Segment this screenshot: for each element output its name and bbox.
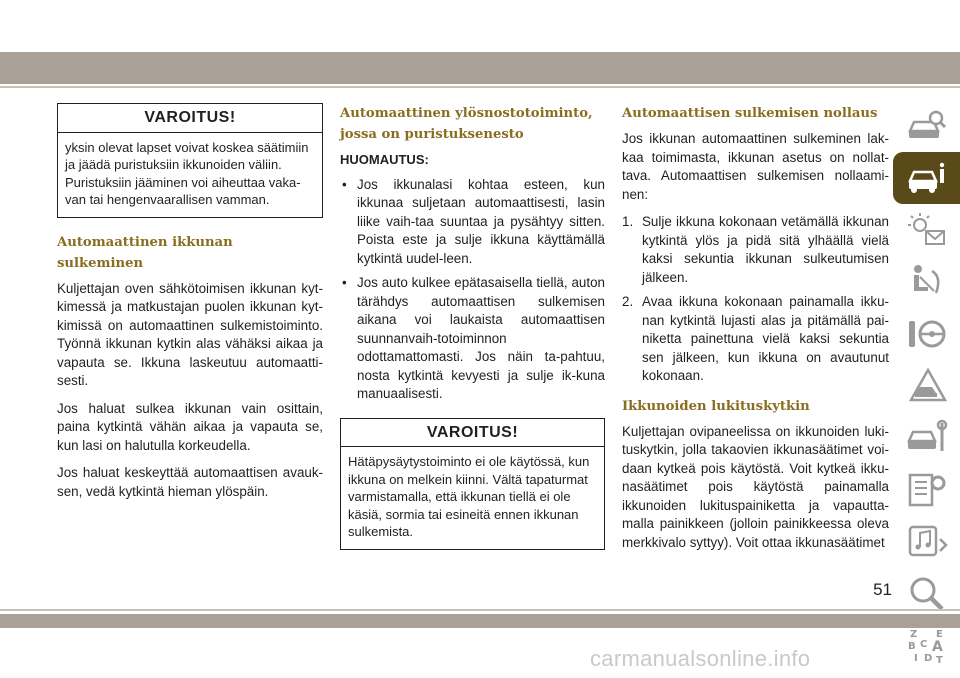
warning-text: yksin olevat lapset voivat koskea säätimiin ja jäädä puristuksiin ikkunoiden väliin. Puristuksiin jääminen voi aiheuttaa vaka-van tai hengenvaarallisen vamman. [65, 139, 309, 208]
column-left [57, 103, 323, 510]
paragraph: Jos haluat sulkea ikkunan vain osittain, paina kytkintä vähän aikaa ja vapauta se, kun lasi on halutulla korkeudella. [57, 400, 323, 453]
car-info-icon [906, 159, 948, 197]
tab-steering-wheel[interactable] [893, 308, 960, 360]
section-heading: Ikkunoiden lukituskytkin [622, 398, 810, 414]
index-letters-icon [906, 627, 948, 665]
tab-hazard[interactable] [893, 360, 960, 412]
tab-car-tools[interactable] [893, 412, 960, 464]
step-number: 2. [622, 294, 634, 309]
list-item-text: Jos auto kulkee epätasaisella tiellä, auton tärähdys automaattisen sulkemisen aikana voi laukaista automaattisen suunnanvaih-totoiminnon odottamattomasti. Jos näin ta-pahtuu, nosta kytkintä kevyesti ja sulje ik-kuna manuaalisesti. [357, 275, 605, 401]
car-tools-icon [906, 419, 948, 457]
tab-search[interactable] [893, 568, 960, 620]
index-letter: Z [909, 629, 917, 640]
steps-list [622, 213, 889, 386]
paragraph: Kuljettajan oven sähkötoimisen ikkunan kyt-kimessä ja matkustajan puolen ikkunan kyt-kimissä on automaattinen sulkemistoiminto. Työnnä ikkunan kytkin alas vähäksi aikaa ja vapauta se. Ikkuna laskeutuu automaatti-sesti. [57, 280, 323, 389]
list-item [622, 293, 889, 386]
header-band [0, 52, 960, 84]
car-search-icon [906, 107, 948, 145]
chapter-tabs [893, 100, 960, 672]
list-item [340, 274, 605, 404]
note-label: HUOMAUTUS: [340, 152, 429, 167]
index-letter: C [919, 639, 927, 650]
section-heading: Automaattinen ikkunan sulkeminen [57, 234, 233, 271]
seat-airbag-icon [906, 263, 948, 301]
warning-text: Hätäpysäytystoiminto ei ole käytössä, kun ikkuna on melkein kiinni. Vältä tapaturmat varmistamalla, että ikkunan tiellä ei ole käsiä, sormia tai esineitä ennen ikkunan sulkemista. [348, 454, 590, 540]
footer-rule [0, 609, 960, 611]
paragraph: Kuljettajan ovipaneelissa on ikkunoiden luki-tuskytkin, jolla takaovien ikkunasäätimet voi-daan kytkeä pois käytöstä. Voit kytkeä ikku-nasäätimet pois käytöstä painamalla ikkunoiden lukituspainiketta ja vapautta-malla painikkeen (jolloin painikkeessa oleva merkkivalo syttyy). Voit ottaa ikkunasäätimet [622, 423, 889, 550]
column-right [622, 103, 889, 561]
list-item-text: Jos ikkunalasi kohtaa esteen, kun ikkunaa suljetaan automaattisesti, lasin liike vaih-taa suuntaa ja pysähtyy sitten. Poista este ja sulje ikkuna käyttämällä kytkintä uudel-leen. [357, 176, 605, 266]
tab-car-info[interactable] [893, 152, 960, 204]
index-letter: E [935, 629, 943, 640]
tab-warning-lights[interactable] [893, 204, 960, 256]
section-heading: Automaattinen ylösnostotoiminto, jossa on puristuksenesto [340, 106, 593, 142]
bullet-mark: • [342, 275, 347, 290]
warning-title: VAROITUS! [341, 419, 604, 448]
checklist-gear-icon [906, 471, 948, 509]
index-letter: T [935, 655, 943, 665]
note-list [340, 176, 605, 404]
index-letter: A [931, 639, 943, 655]
step-text: Sulje ikkuna kokonaan vetämällä ikkunan kytkintä ylös ja pidä sitä ylhäällä vielä kaksi sekuntia ikkunan sulkeutumisen jälkeen. [642, 214, 889, 285]
watermark: carmanualsonline.info [590, 646, 811, 671]
warning-box [57, 103, 323, 218]
warning-lights-icon [906, 211, 948, 249]
page-number: 51 [873, 580, 892, 599]
paragraph: Jos ikkunan automaattinen sulkeminen lak-kaa toimimasta, ikkunan asetus on nollat-tava. Automaattisen sulkemisen nollaami-nen: [622, 131, 889, 202]
column-middle [340, 103, 605, 564]
footer-band [0, 614, 960, 628]
warning-title: VAROITUS! [58, 104, 322, 133]
step-text: Avaa ikkuna kokonaan painamalla ikku-nan kytkintä lujasti alas ja pitämällä pai-niketta painettuna vielä kaksi sekuntia sen jälkeen, kun ikkuna on avautunut kokonaan. [642, 294, 889, 383]
warning-box [340, 418, 605, 550]
tab-checklist[interactable] [893, 464, 960, 516]
index-letter: B [907, 641, 916, 652]
index-letter: I [913, 653, 918, 664]
step-number: 1. [622, 214, 634, 229]
magnifier-icon [906, 575, 948, 613]
steering-wheel-icon [906, 315, 948, 353]
index-letter: D [923, 653, 932, 664]
tab-music-nav[interactable] [893, 516, 960, 568]
tab-car-search[interactable] [893, 100, 960, 152]
hazard-triangle-icon [906, 367, 948, 405]
list-item [622, 213, 889, 287]
header-rule [0, 86, 960, 88]
music-nav-icon [906, 523, 948, 561]
list-item [340, 176, 605, 269]
paragraph: Jos haluat keskeyttää automaattisen avauk-sen, vedä kytkintä hieman ylöspäin. [57, 465, 323, 499]
tab-seat-airbag[interactable] [893, 256, 960, 308]
section-heading: Automaattisen sulkemisen nollaus [622, 106, 878, 121]
bullet-mark: • [342, 176, 347, 192]
